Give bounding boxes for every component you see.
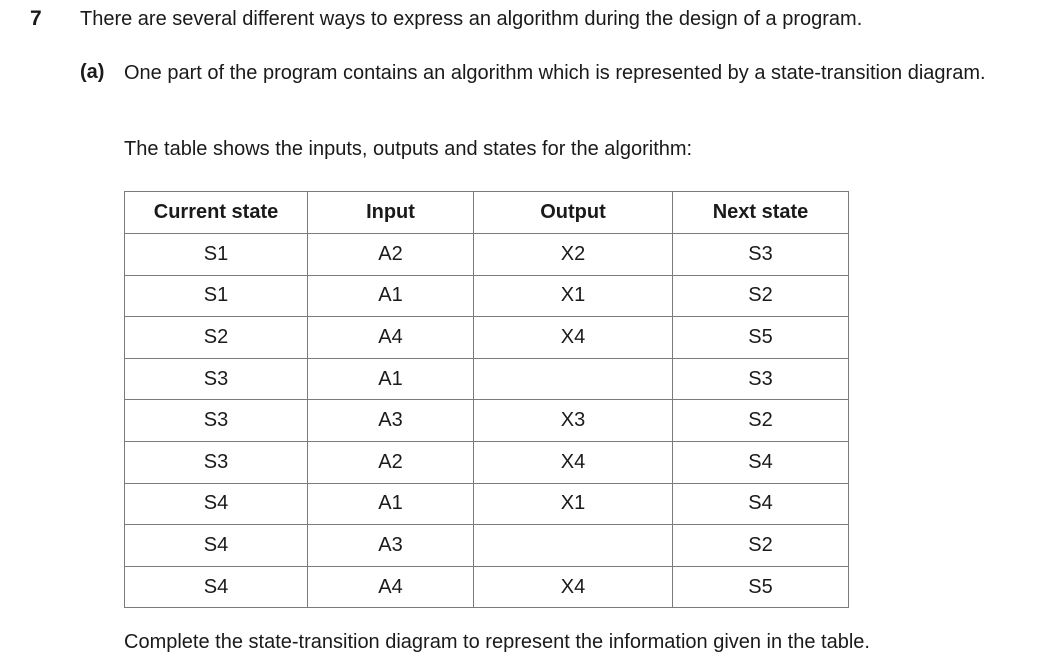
state-table	[124, 191, 849, 608]
cell-current-state: S3	[125, 400, 308, 442]
cell-next-state: S5	[673, 566, 849, 608]
cell-input: A4	[308, 566, 474, 608]
instruction-text: Complete the state-transition diagram to represent the information given in the table.	[124, 631, 870, 653]
cell-input: A3	[308, 525, 474, 567]
cell-current-state: S3	[125, 358, 308, 400]
table-row	[125, 525, 849, 567]
cell-current-state: S3	[125, 441, 308, 483]
table-body	[125, 234, 849, 608]
cell-next-state: S3	[673, 358, 849, 400]
cell-output: X3	[474, 400, 673, 442]
cell-input: A1	[308, 275, 474, 317]
cell-next-state: S5	[673, 317, 849, 359]
header-next-state: Next state	[673, 192, 849, 234]
part-text: One part of the program contains an algorithm which is represented by a state-transition diagram.	[124, 62, 986, 84]
cell-output	[474, 525, 673, 567]
cell-input: A1	[308, 483, 474, 525]
question-number: 7	[30, 7, 42, 30]
table-row	[125, 483, 849, 525]
table-row	[125, 400, 849, 442]
cell-next-state: S2	[673, 275, 849, 317]
question-text: There are several different ways to express an algorithm during the design of a program.	[80, 8, 863, 30]
cell-input: A2	[308, 234, 474, 276]
table-row	[125, 358, 849, 400]
part-label: (a)	[80, 61, 105, 83]
table-intro: The table shows the inputs, outputs and states for the algorithm:	[124, 138, 693, 160]
table-row	[125, 566, 849, 608]
table-row	[125, 317, 849, 359]
cell-next-state: S4	[673, 441, 849, 483]
cell-output: X4	[474, 566, 673, 608]
cell-input: A4	[308, 317, 474, 359]
cell-input: A2	[308, 441, 474, 483]
table-header-row	[125, 192, 849, 234]
cell-output	[474, 358, 673, 400]
cell-current-state: S4	[125, 525, 308, 567]
table-row	[125, 275, 849, 317]
cell-current-state: S4	[125, 566, 308, 608]
cell-current-state: S1	[125, 275, 308, 317]
table-row	[125, 234, 849, 276]
header-input: Input	[308, 192, 474, 234]
cell-current-state: S4	[125, 483, 308, 525]
header-output: Output	[474, 192, 673, 234]
cell-current-state: S2	[125, 317, 308, 359]
cell-output: X4	[474, 317, 673, 359]
cell-next-state: S3	[673, 234, 849, 276]
cell-output: X1	[474, 483, 673, 525]
cell-input: A3	[308, 400, 474, 442]
table-row	[125, 441, 849, 483]
cell-next-state: S4	[673, 483, 849, 525]
cell-output: X2	[474, 234, 673, 276]
cell-next-state: S2	[673, 400, 849, 442]
header-current-state: Current state	[125, 192, 308, 234]
cell-output: X1	[474, 275, 673, 317]
cell-input: A1	[308, 358, 474, 400]
cell-output: X4	[474, 441, 673, 483]
cell-next-state: S2	[673, 525, 849, 567]
cell-current-state: S1	[125, 234, 308, 276]
